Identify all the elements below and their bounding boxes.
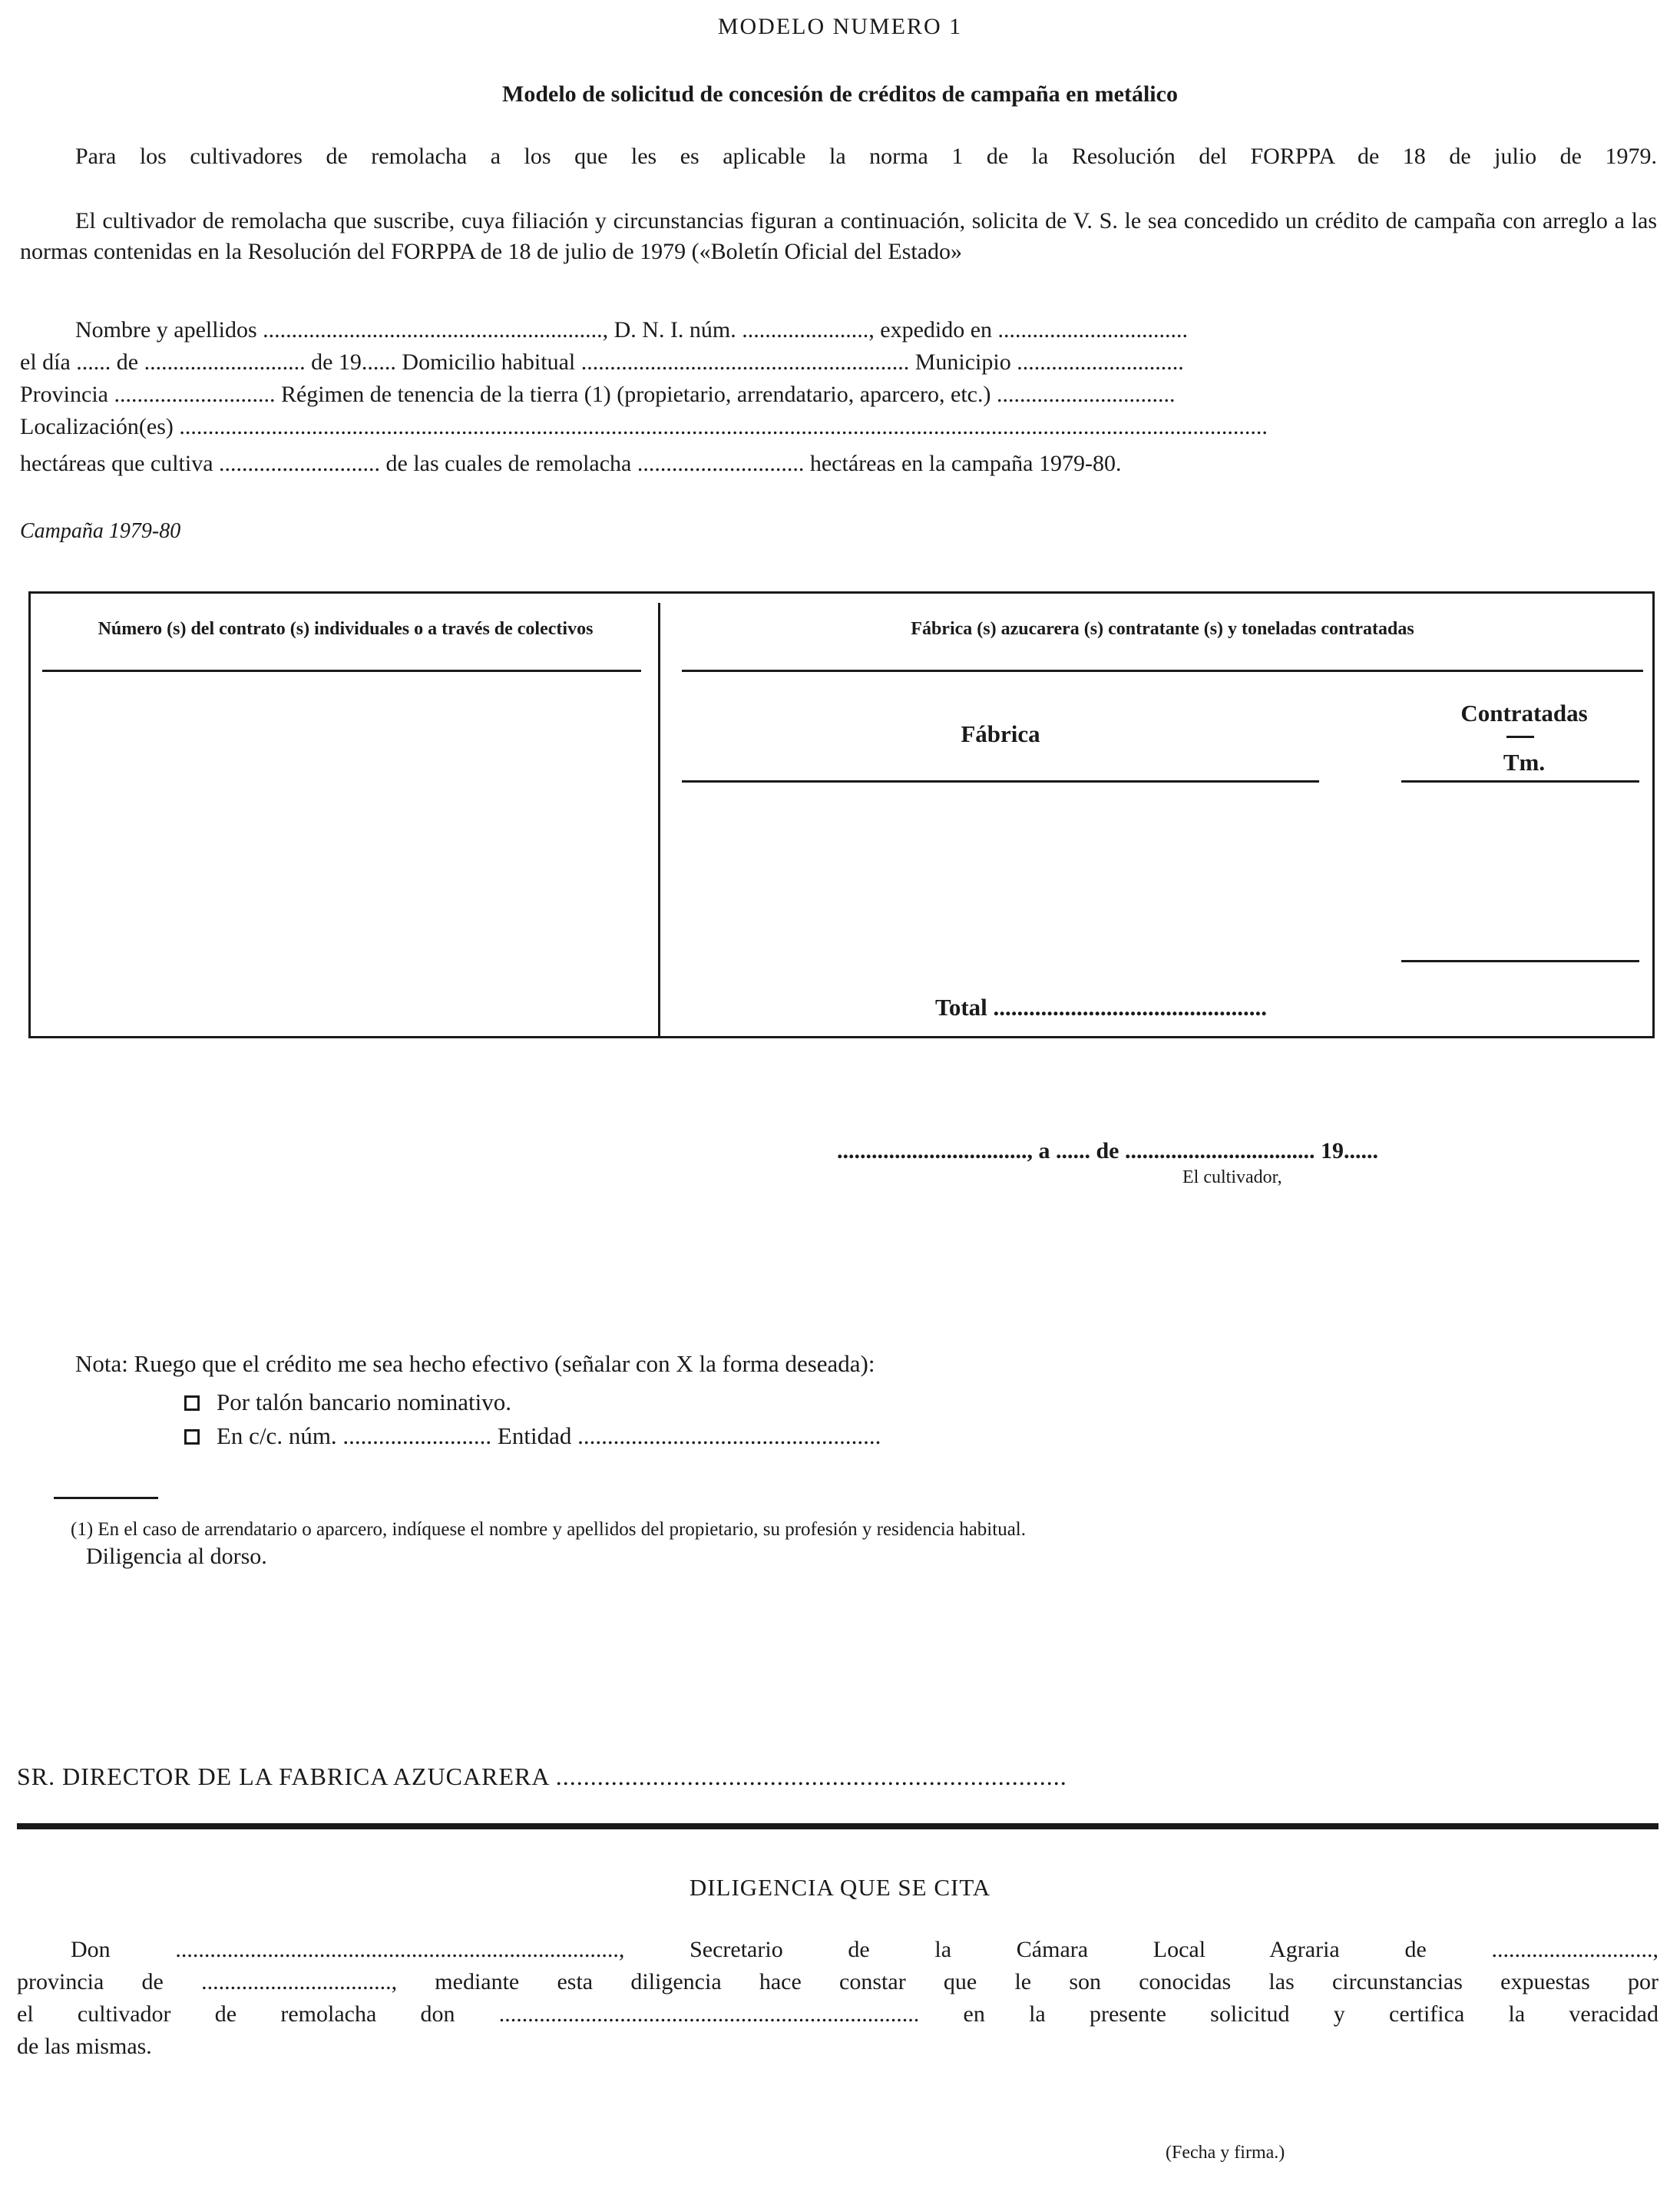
form-title: MODELO NUMERO 1: [717, 14, 963, 39]
checkbox-icon[interactable]: [184, 1429, 200, 1445]
intro-paragraph-2: El cultivador de remolacha que suscribe, cuya filiación y circunstancias figuran a continuación, solicita de V. S. le sea concedido un crédito de campaña con arreglo a las normas contenidas en la Resolución del FORPPA de 18 de julio de 1979 («Boletín Oficial del Estado»: [20, 208, 1657, 264]
addressee: SR. DIRECTOR DE LA FABRICA AZUCARERA ..........................................................................: [17, 1763, 1067, 1790]
signature-label: El cultivador,: [1182, 1167, 1282, 1187]
form-line-location: Localización(es) .............................................................................................................................................................................................: [20, 414, 1268, 439]
form-line-name: Nombre y apellidos ..........................................................., D. N. I. núm. ......................, expedido en .................................: [75, 317, 1189, 343]
table-header-rule-left: [42, 670, 641, 672]
column-unit: Tm.: [1503, 749, 1546, 776]
table-header-rule-right: [682, 670, 1643, 672]
footnote-reverse-note: Diligencia al dorso.: [86, 1544, 267, 1569]
table-divider: [658, 603, 660, 1038]
form-line-province: Provincia ............................ Régimen de tenencia de la tierra (1) (propietario, arrendatario, aparcero, etc.) ...............................: [20, 382, 1176, 407]
diligencia-line-2: provincia de ................................., mediante esta diligencia hace constar que le son conocidas las circunstancias expuestas por: [17, 1969, 1659, 1994]
payment-option-cheque-label: Por talón bancario nominativo.: [217, 1389, 511, 1415]
column-contratadas: Contratadas: [1460, 700, 1588, 727]
contracts-table: [28, 591, 1655, 1038]
diligencia-line-1: Don ............................................................................., Secretario de la Cámara Local Agraria de ............................,: [71, 1937, 1659, 1962]
payment-option-cheque[interactable]: [184, 1389, 511, 1416]
section-separator: [17, 1823, 1659, 1829]
payment-option-account[interactable]: [184, 1422, 881, 1450]
diligencia-line-3: el cultivador de remolacha don ......................................................................... en la presente solicitud y certifica la veracidad: [17, 2001, 1659, 2027]
intro-paragraph-1: Para los cultivadores de remolacha a los que les es aplicable la norma 1 de la Resolución del FORPPA de 18 de julio de 1979.: [75, 144, 1657, 169]
contratadas-column-rule: [1401, 780, 1639, 783]
diligencia-title: DILIGENCIA QUE SE CITA: [689, 1874, 991, 1901]
form-subtitle: Modelo de solicitud de concesión de créditos de campaña en metálico: [502, 81, 1178, 107]
contratadas-total-rule: [1401, 960, 1639, 962]
diligencia-line-4: de las mismas.: [17, 2034, 152, 2059]
fabrica-column-rule: [682, 780, 1319, 783]
checkbox-icon[interactable]: [184, 1395, 200, 1411]
table-header-factories: Fábrica (s) azucarera (s) contratante (s) y toneladas contratadas: [911, 619, 1414, 639]
footnote: (1) En el caso de arrendatario o aparcero, indíquese el nombre y apellidos del propietario, su profesión y residencia habitual.: [71, 1519, 1026, 1540]
footnote-rule: [54, 1497, 158, 1499]
table-total: Total ..............................................: [935, 994, 1268, 1021]
date-signature-label: (Fecha y firma.): [1166, 2143, 1285, 2163]
form-line-date-domicile: el día ...... de ............................ de 19...... Domicilio habitual ......................................................... Municipio .............................: [20, 349, 1184, 375]
form-line-hectares: hectáreas que cultiva ............................ de las cuales de remolacha ............................. hectáreas en la campaña 1979-80.: [20, 451, 1122, 476]
campaign-label: Campaña 1979-80: [20, 519, 181, 543]
payment-option-account-label: En c/c. núm. ......................... Entidad ...................................................: [217, 1422, 881, 1449]
column-fabrica: Fábrica: [961, 720, 1040, 747]
signature-place-date: ................................., a ...... de ................................. 19......: [837, 1138, 1378, 1164]
table-header-contracts: Número (s) del contrato (s) individuales o a través de colectivos: [98, 619, 594, 639]
payment-note: Nota: Ruego que el crédito me sea hecho efectivo (señalar con X la forma deseada):: [75, 1350, 875, 1377]
column-contratadas-dash: [1506, 736, 1534, 738]
